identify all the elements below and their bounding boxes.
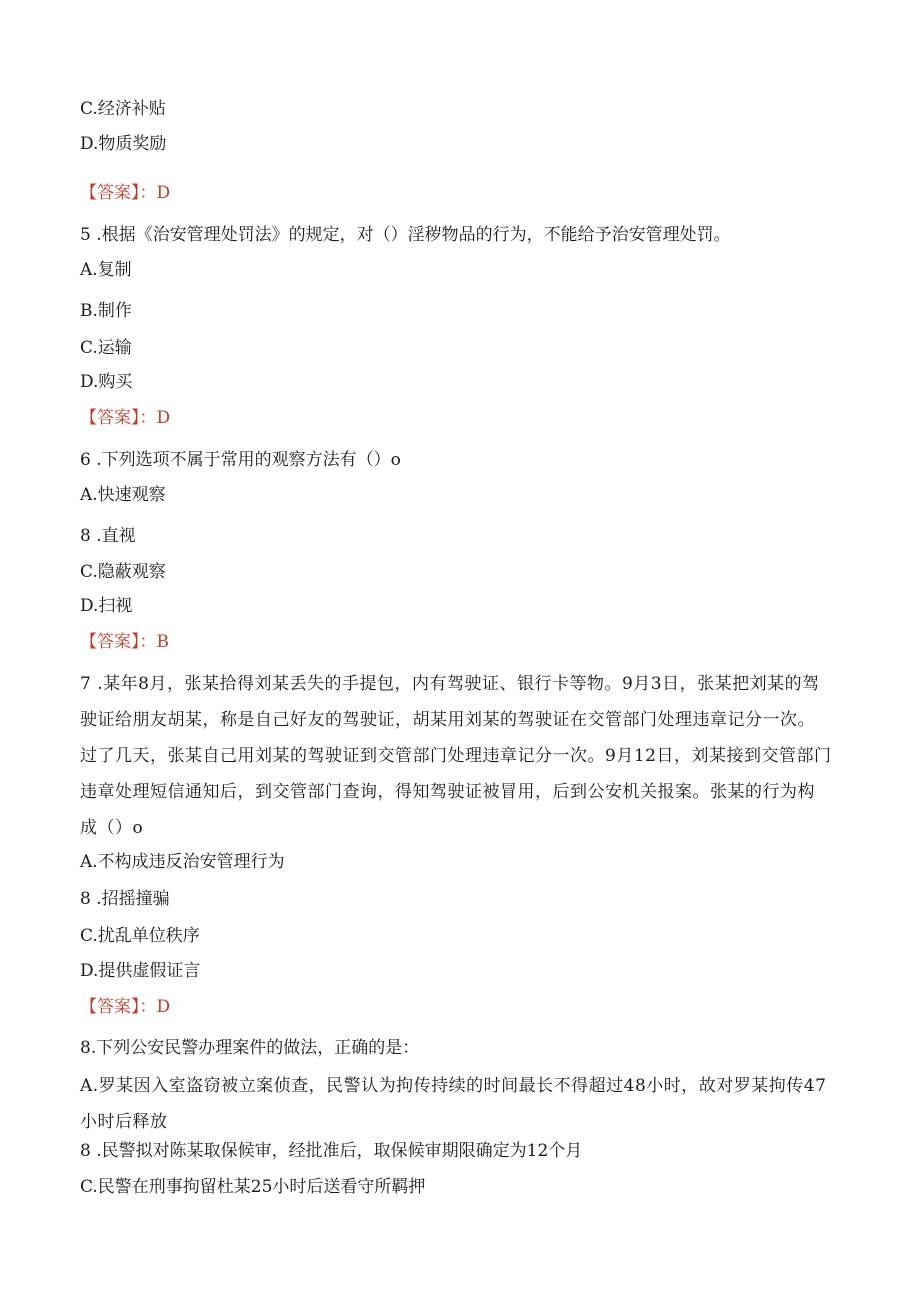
q6-option-d: D.扫视 (80, 596, 133, 616)
q6-stem: 6 .下列选项不属于常用的观察方法有（）o (80, 450, 401, 470)
q7-stem: 7 .某年8月，张某拾得刘某丢失的手提包，内有驾驶证、银行卡等物。9月3日，张某把刘某的驾驶证给朋友胡某，称是自己好友的驾驶证，胡某用刘某的驾驶证在交管部门处理违章记分一次。过了几天，张某自己用刘某的驾驶证到交管部门处理违章记分一次。9月12日，刘某接到交管部门违章处理短信通知后，到交管部门查询，得知驾驶证被冒用，后到公安机关报案。张某的行为构成（）o (80, 674, 832, 838)
q7-option-a: A.不构成违反治安管理行为 (80, 852, 285, 872)
q8-option-a: A.罗某因入室盗窃被立案侦查，民警认为拘传持续的时间最长不得超过48小时，故对罗某拘传47小时后释放 (80, 1076, 827, 1132)
q7-option-c: C.扰乱单位秩序 (80, 926, 200, 946)
q5-answer: 【答案】：D (80, 408, 171, 428)
q4-answer: 【答案】：D (80, 183, 171, 203)
q8-stem: 8.下列公安民警办理案件的做法，正确的是： (80, 1038, 420, 1058)
q5-option-c: C.运输 (80, 338, 132, 358)
q4-option-d: D.物质奖励 (80, 134, 167, 154)
q5-option-b: B.制作 (80, 301, 132, 321)
q6-option-b: 8 .直视 (80, 526, 136, 546)
q5-stem: 5 .根据《治安管理处罚法》的规定，对（）淫秽物品的行为，不能给予治安管理处罚。 (80, 225, 731, 245)
q6-option-a: A.快速观察 (80, 485, 166, 505)
q7-option-d: D.提供虚假证言 (80, 961, 201, 981)
q6-option-c: C.隐蔽观察 (80, 562, 166, 582)
q7-answer: 【答案】：D (80, 997, 171, 1017)
q8-option-b: 8 .民警拟对陈某取保候审，经批准后，取保候审期限确定为12个月 (80, 1141, 583, 1161)
q6-answer: 【答案】：B (80, 632, 169, 652)
q7-option-b: 8 .招摇撞骗 (80, 889, 170, 909)
q4-option-c: C.经济补贴 (80, 99, 166, 119)
q5-option-d: D.购买 (80, 372, 133, 392)
q5-option-a: A.复制 (80, 260, 132, 280)
q8-option-c: C.民警在刑事拘留杜某25小时后送看守所羁押 (80, 1177, 426, 1197)
